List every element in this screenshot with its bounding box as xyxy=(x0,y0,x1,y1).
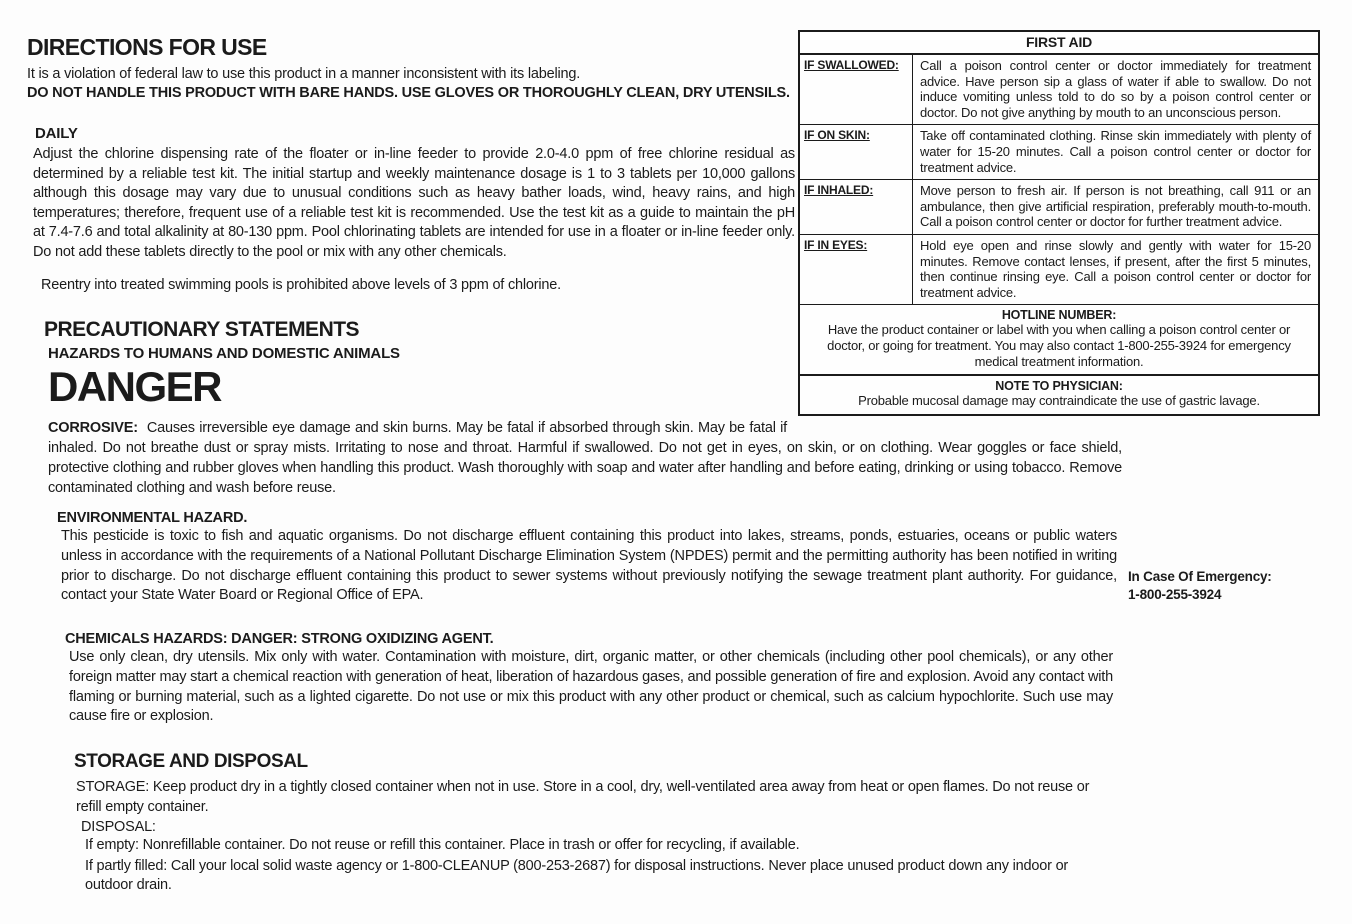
environmental-hazard-section xyxy=(57,510,1117,606)
corrosive-paragraph xyxy=(48,418,1122,498)
hotline-heading: HOTLINE NUMBER: xyxy=(1001,308,1117,323)
storage-text: STORAGE: Keep product dry in a tightly closed container when not in use. Store in a cool, dry, well-ventilated area away from heat or open flames. Do not reuse or refill empty container. xyxy=(76,779,1090,815)
chemical-hazards-text: Use only clean, dry utensils. Mix only with water. Contamination with moisture, dirt, organic matter, or other chemicals (including other pool chemicals), or any other foreign matter may start a chemical reaction with generation of heat, liberation of hazardous gases, and possible generation of fire and explosion. Avoid any contact with flaming or burning material, such as a lighted cigarette. Do not use or mix this product with any other product or chemical, such as calcium hypochlorite. Such use may cause fire or explosion. xyxy=(69,649,1113,725)
first-aid-row-label: IF SWALLOWED: xyxy=(800,55,913,124)
chemical-hazards-heading: CHEMICALS HAZARDS: DANGER: STRONG OXIDIZING AGENT. xyxy=(65,631,494,647)
table-row xyxy=(800,180,1318,235)
chemical-hazards-section xyxy=(65,631,1113,727)
first-aid-row-text: Call a poison control center or doctor immediately for treatment advice. Have person sip a glass of water if able to swallow. Do not induce vomiting unless told to do so by a poison control center or doctor. Do not give anything by mouth to an unconscious person. xyxy=(920,58,1311,120)
federal-law-statement: It is a violation of federal law to use this product in a manner inconsistent with its labeling. xyxy=(27,66,581,82)
hotline-text: Have the product container or label with you when calling a poison control center or doctor, or going for treatment. You may also contact 1-800-255-3924 for emergency medical treatment information. xyxy=(827,322,1291,369)
hazards-subtitle: HAZARDS TO HUMANS AND DOMESTIC ANIMALS xyxy=(48,345,400,362)
disposal-if-empty: If empty: Nonrefillable container. Do not reuse or refill this container. Place in trash or offer for recycling, if available. xyxy=(85,837,800,853)
storage-disposal-title: STORAGE AND DISPOSAL xyxy=(74,751,308,772)
first-aid-row-label: IF INHALED: xyxy=(800,180,913,234)
directions-title: DIRECTIONS FOR USE xyxy=(27,34,267,60)
table-row xyxy=(800,125,1318,180)
daily-heading: DAILY xyxy=(35,125,78,142)
directions-section xyxy=(27,34,795,293)
emergency-heading: In Case Of Emergency: xyxy=(1128,569,1272,584)
signal-word-danger: DANGER xyxy=(48,363,222,410)
note-to-physician-heading: NOTE TO PHYSICIAN: xyxy=(995,379,1123,394)
first-aid-row-text: Move person to fresh air. If person is not breathing, call 911 or an ambulance, then give artificial respiration, preferably mouth-to-mouth. Call a poison control center or doctor for further treatment advice. xyxy=(920,183,1311,230)
storage-disposal-section xyxy=(74,751,1116,896)
first-aid-row-text: Hold eye open and rinse slowly and gently with water for 15-20 minutes. Remove contact lenses, if present, after the first 5 minutes, then continue rinsing eye. Call a poison control center or doctor for treatment advice. xyxy=(920,237,1311,300)
first-aid-row-text: Take off contaminated clothing. Rinse skin immediately with plenty of water for 15-20 minutes. Call a poison control center or doctor for treatment advice. xyxy=(920,128,1311,175)
environmental-hazard-heading: ENVIRONMENTAL HAZARD. xyxy=(57,510,248,526)
first-aid-title: FIRST AID xyxy=(800,32,1318,55)
table-row xyxy=(800,55,1318,125)
precautionary-title: PRECAUTIONARY STATEMENTS xyxy=(44,318,360,341)
corrosive-label: CORROSIVE: xyxy=(48,420,138,436)
note-to-physician-text: Probable mucosal damage may contraindicate the use of gastric lavage. xyxy=(858,393,1260,409)
disposal-label: DISPOSAL: xyxy=(81,819,156,835)
first-aid-row-label: IF ON SKIN: xyxy=(800,125,913,179)
precautionary-section xyxy=(44,318,1122,498)
emergency-phone: 1-800-255-3924 xyxy=(1128,587,1222,602)
environmental-hazard-text: This pesticide is toxic to fish and aquatic organisms. Do not discharge effluent containing this product into lakes, streams, ponds, estuaries, oceans or public waters unless in accordance with the requirements of a National Pollutant Discharge Elimination System (NPDES) permit and the permitting authority has been notified in writing prior to discharge. Do not discharge effluent containing this product to sewer systems without previously notifying the sewage treatment plant authority. For guidance, contact your State Water Board or Regional Office of EPA. xyxy=(61,528,1117,604)
bare-hands-warning: DO NOT HANDLE THIS PRODUCT WITH BARE HANDS. USE GLOVES OR THOROUGHLY CLEAN, DRY UTENSILS. xyxy=(27,85,790,101)
disposal-if-partly-filled: If partly filled: Call your local solid waste agency or 1-800-CLEANUP (800-253-2687) for disposal instructions. Never place unused product down any indoor or outdoor drain. xyxy=(85,857,1069,893)
reentry-statement: Reentry into treated swimming pools is prohibited above levels of 3 ppm of chlorine. xyxy=(41,277,561,293)
emergency-contact xyxy=(1128,568,1343,604)
first-aid-row-label: IF IN EYES: xyxy=(800,235,913,304)
table-row xyxy=(800,235,1318,305)
corrosive-text: Causes irreversible eye damage and skin burns. May be fatal if absorbed through skin. May be fatal if inhaled. Do not breathe dust or spray mists. Irritating to nose and throat. Harmful if swallowed. Do not get in eyes, on skin, or on clothing. Wear goggles or face shield, protective clothing and rubber gloves when handling this product. Wash thoroughly with soap and water after handling and before eating, drinking or using tobacco. Remove contaminated clothing and wash before reuse. xyxy=(48,420,1122,496)
first-line-spacer xyxy=(787,418,1122,438)
daily-instructions: Adjust the chlorine dispensing rate of the floater or in-line feeder to provide 2.0-4.0 ppm of free chlorine residual as determined by a reliable test kit. The initial startup and weekly maintenance dosage is 1 to 3 tablets per 10,000 gallons although this dosage may vary due to unusual conditions such as heavy bather loads, wind, heavy rains, and high temperatures; therefore, frequent use of a reliable test kit is recommended. Use the test kit as a guide to maintain the pH at 7.4-7.6 and total alkalinity at 80-130 ppm. Pool chlorinating tablets are intended for use in a floater or in-line feeder only. Do not add these tablets directly to the pool or mix with any other chemicals. xyxy=(33,146,795,260)
